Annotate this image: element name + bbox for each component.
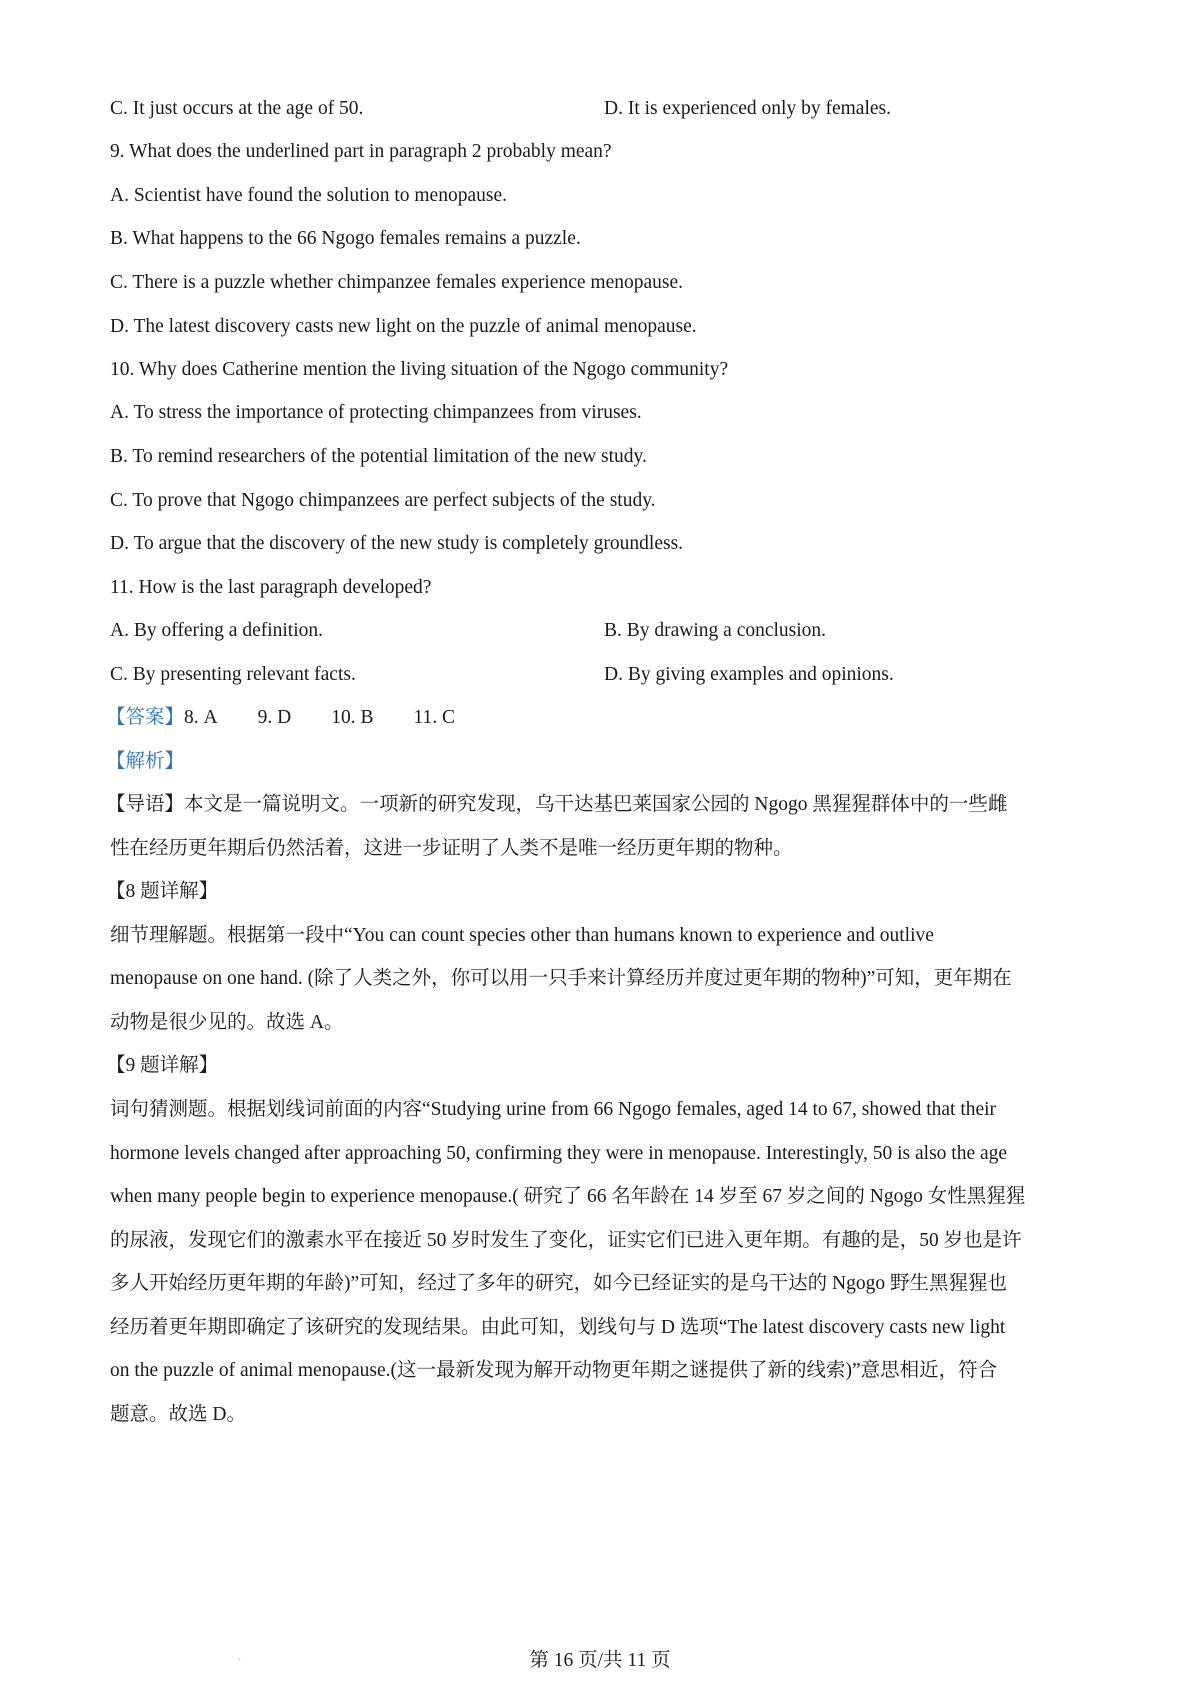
detail9-line: on the puzzle of animal menopause.(这一最新发现为解开动物更年期之谜提供了新的线索)”意思相近，符合: [110, 1360, 998, 1381]
detail8-line: 细节理解题。根据第一段中“You can count species other than humans known to experience and outlive: [110, 925, 934, 946]
answer-line: [106, 705, 455, 731]
analysis-tag: 【解析】: [106, 751, 185, 772]
q10-stem: 10. Why does Catherine mention the living situation of the Ngogo community?: [110, 359, 729, 380]
detail9-line: 词句猜测题。根据划线词前面的内容“Studying urine from 66 Ngogo females, aged 14 to 67, showed that their: [110, 1099, 997, 1120]
detail9-line: 经历着更年期即确定了该研究的发现结果。由此可知，划线句与 D 选项“The latest discovery casts new light: [110, 1317, 1006, 1338]
answer-item: 10. B: [331, 707, 374, 728]
detail8-line: 动物是很少见的。故选 A。: [110, 1012, 344, 1033]
q11-option-d: D. By giving examples and opinions.: [604, 664, 894, 685]
q9-option-d: D. The latest discovery casts new light on the puzzle of animal menopause.: [110, 316, 697, 337]
q9-option-a: A. Scientist have found the solution to menopause.: [110, 185, 507, 206]
q10-option-c: C. To prove that Ngogo chimpanzees are perfect subjects of the study.: [110, 490, 656, 511]
q11-option-a: A. By offering a definition.: [110, 620, 324, 641]
q10-option-a: A. To stress the importance of protecting chimpanzees from viruses.: [110, 402, 642, 423]
detail9-line: 的尿液，发现它们的激素水平在接近 50 岁时发生了变化，证实它们已进入更年期。有趣的是，50 岁也是许: [110, 1230, 1022, 1251]
detail9-title: 【9 题详解】: [106, 1055, 219, 1076]
answer-item: 11. C: [413, 707, 456, 728]
page-footer: 第 16 页/共 11 页: [529, 1650, 671, 1671]
q8-option-c: C. It just occurs at the age of 50.: [110, 98, 364, 119]
answer-tag: 【答案】: [106, 707, 185, 728]
q11-stem: 11. How is the last paragraph developed?: [110, 577, 432, 598]
detail9-line: when many people begin to experience menopause.( 研究了 66 名年龄在 14 岁至 67 岁之间的 Ngogo 女性黑猩猩: [110, 1186, 1026, 1207]
q9-option-c: C. There is a puzzle whether chimpanzee females experience menopause.: [110, 272, 683, 293]
q10-option-d: D. To argue that the discovery of the new study is completely groundless.: [110, 533, 684, 554]
q9-stem: 9. What does the underlined part in paragraph 2 probably mean?: [110, 141, 612, 162]
detail9-line: 题意。故选 D。: [110, 1404, 246, 1425]
detail8-line: menopause on one hand. (除了人类之外，你可以用一只手来计算经历并度过更年期的物种)”可知，更年期在: [110, 968, 1012, 989]
intro-line: 性在经历更年期后仍然活着，这进一步证明了人类不是唯一经历更年期的物种。: [110, 838, 793, 859]
q10-option-b: B. To remind researchers of the potential limitation of the new study.: [110, 446, 647, 467]
scan-dot: ·: [238, 1655, 242, 1666]
answer-item: 9. D: [257, 707, 292, 728]
q9-option-b: B. What happens to the 66 Ngogo females remains a puzzle.: [110, 228, 581, 249]
detail9-line: hormone levels changed after approaching 50, confirming they were in menopause. Interestingly, 50 is also the age: [110, 1143, 1008, 1164]
q11-option-b: B. By drawing a conclusion.: [604, 620, 827, 641]
q11-option-c: C. By presenting relevant facts.: [110, 664, 356, 685]
detail9-line: 多人开始经历更年期的年龄)”可知，经过了多年的研究，如今已经证实的是乌干达的 Ngogo 野生黑猩猩也: [110, 1273, 1007, 1294]
detail8-title: 【8 题详解】: [106, 881, 219, 902]
answer-item: 8. A: [184, 707, 218, 728]
intro-line: 【导语】本文是一篇说明文。一项新的研究发现，乌干达基巴莱国家公园的 Ngogo 黑猩猩群体中的一些雌: [106, 794, 1008, 815]
q8-option-d: D. It is experienced only by females.: [604, 98, 891, 119]
q8-option-row: [110, 96, 363, 122]
